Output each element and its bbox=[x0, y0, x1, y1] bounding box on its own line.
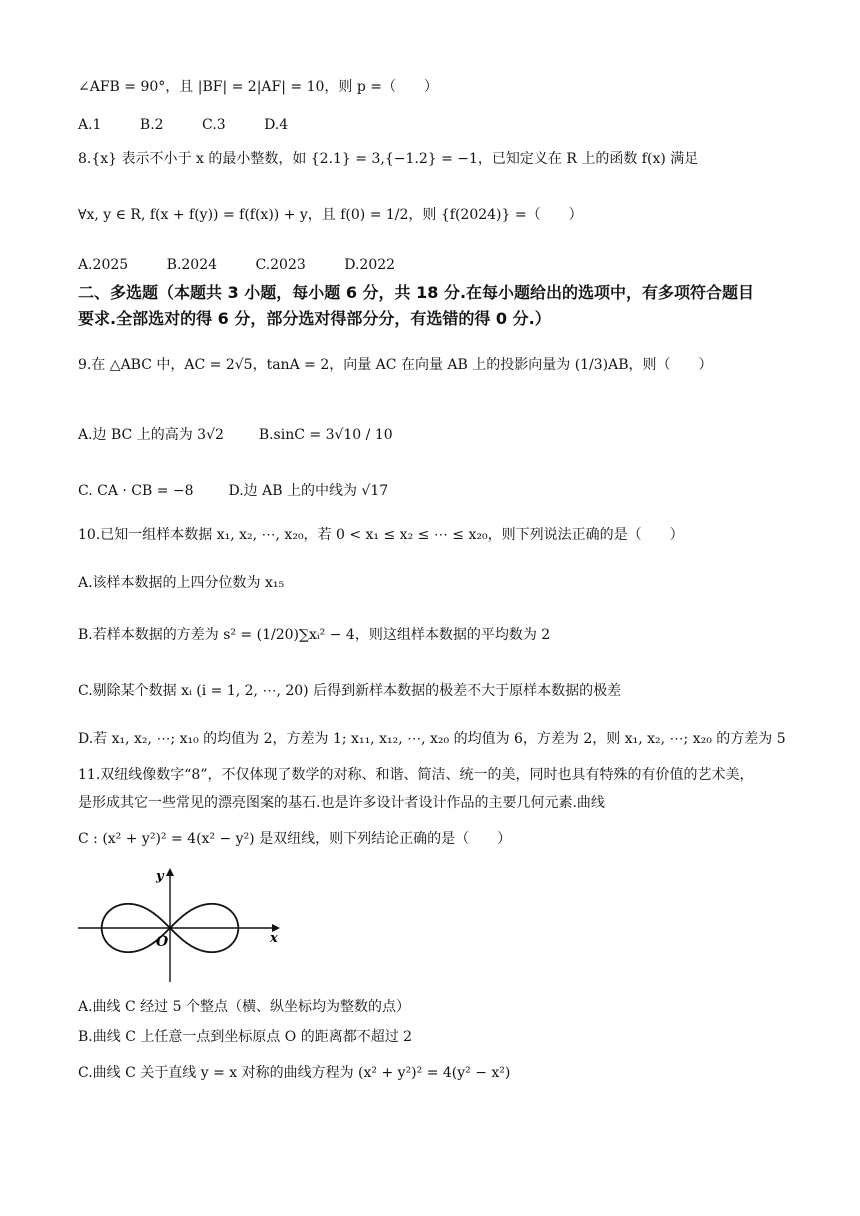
q11-option-a: A.曲线 C 经过 5 个整点（横、纵坐标均为整数的点） bbox=[78, 999, 410, 1015]
q7-options bbox=[78, 114, 820, 136]
origin-label: O bbox=[156, 934, 169, 950]
y-axis-label: y bbox=[156, 869, 164, 884]
q9-option-d: D.边 AB 上的中线为 √17 bbox=[228, 483, 389, 499]
q7-option-a: A.1 bbox=[78, 117, 102, 133]
q11-stem-line2: 是形成其它一些常见的漂亮图案的基石.也是许多设计者设计作品的主要几何元素.曲线 bbox=[78, 795, 605, 811]
q9-option-c: C. CA · CB = −8 bbox=[78, 483, 194, 499]
x-axis-label: x bbox=[270, 931, 278, 946]
q8-stem-line1: 8.{x} 表示不小于 x 的最小整数，如 {2.1} = 3,{−1.2} = −1，已知定义在 R 上的函数 f(x) 满足 bbox=[78, 151, 699, 167]
section2-heading-line1: 二、多选题（本题共 3 小题，每小题 6 分，共 18 分.在每小题给出的选项中，有多项符合题目 bbox=[78, 283, 755, 302]
q7-stem: ∠AFB = 90°，且 |BF| = 2|AF| = 10，则 p =（ ） bbox=[78, 79, 439, 95]
q11-stem-line3: C : (x² + y²)² = 4(x² − y²) 是双纽线，则下列结论正确的是（ ） bbox=[78, 831, 512, 847]
q10-stem: 10.已知一组样本数据 x₁, x₂, ⋯, x₂₀，若 0 < x₁ ≤ x₂ ≤ ⋯ ≤ x₂₀，则下列说法正确的是（ ） bbox=[78, 527, 684, 543]
q9-options-cd bbox=[78, 480, 820, 502]
q11-stem-line1: 11.双纽线像数字“8”，不仅体现了数学的对称、和谐、简洁、统一的美，同时也具有特殊的有价值的艺术美， bbox=[78, 767, 754, 783]
q10-option-c: C.剔除某个数据 xᵢ (i = 1, 2, ⋯, 20) 后得到新样本数据的极差不大于原样本数据的极差 bbox=[78, 683, 622, 699]
q10-option-b: B.若样本数据的方差为 s² = (1/20)∑xᵢ² − 4，则这组样本数据的平均数为 2 bbox=[78, 627, 551, 643]
q7-option-c: C.3 bbox=[202, 117, 226, 133]
q8-option-b: B.2024 bbox=[166, 257, 218, 273]
q10-option-d: D.若 x₁, x₂, ⋯; x₁₀ 的均值为 2，方差为 1; x₁₁, x₁₂, ⋯, x₂₀ 的均值为 6，方差为 2，则 x₁, x₂, ⋯; x₂₀ 的方差为 5 bbox=[78, 731, 786, 747]
q8-stem-line2: ∀x, y ∈ R, f(x + f(y)) = f(f(x)) + y，且 f(0) = 1/2，则 {f(2024)} =（ ） bbox=[78, 207, 583, 223]
section2-heading-line2: 要求.全部选对的得 6 分，部分选对得部分分，有选错的得 0 分.） bbox=[78, 309, 551, 328]
q11-option-c: C.曲线 C 关于直线 y = x 对称的曲线方程为 (x² + y²)² = 4(y² − x²) bbox=[78, 1065, 511, 1081]
q8-option-a: A.2025 bbox=[78, 257, 129, 273]
q8-option-d: D.2022 bbox=[344, 257, 396, 273]
q9-option-b: B.sinC = 3√10 / 10 bbox=[258, 427, 393, 443]
q7-option-d: D.4 bbox=[264, 117, 289, 133]
q9-options-ab bbox=[78, 424, 820, 446]
q8-option-c: C.2023 bbox=[255, 257, 306, 273]
lemniscate-figure bbox=[76, 862, 286, 984]
q9-option-a: A.边 BC 上的高为 3√2 bbox=[78, 427, 224, 443]
q9-stem: 9.在 △ABC 中，AC = 2√5，tanA = 2，向量 AC 在向量 AB 上的投影向量为 (1/3)AB，则（ ） bbox=[78, 357, 713, 373]
q8-options bbox=[78, 254, 820, 276]
y-axis-arrow-icon bbox=[166, 868, 174, 876]
q10-option-a: A.该样本数据的上四分位数为 x₁₅ bbox=[78, 575, 285, 591]
q11-option-b: B.曲线 C 上任意一点到坐标原点 O 的距离都不超过 2 bbox=[78, 1029, 413, 1045]
q7-option-b: B.2 bbox=[139, 117, 164, 133]
